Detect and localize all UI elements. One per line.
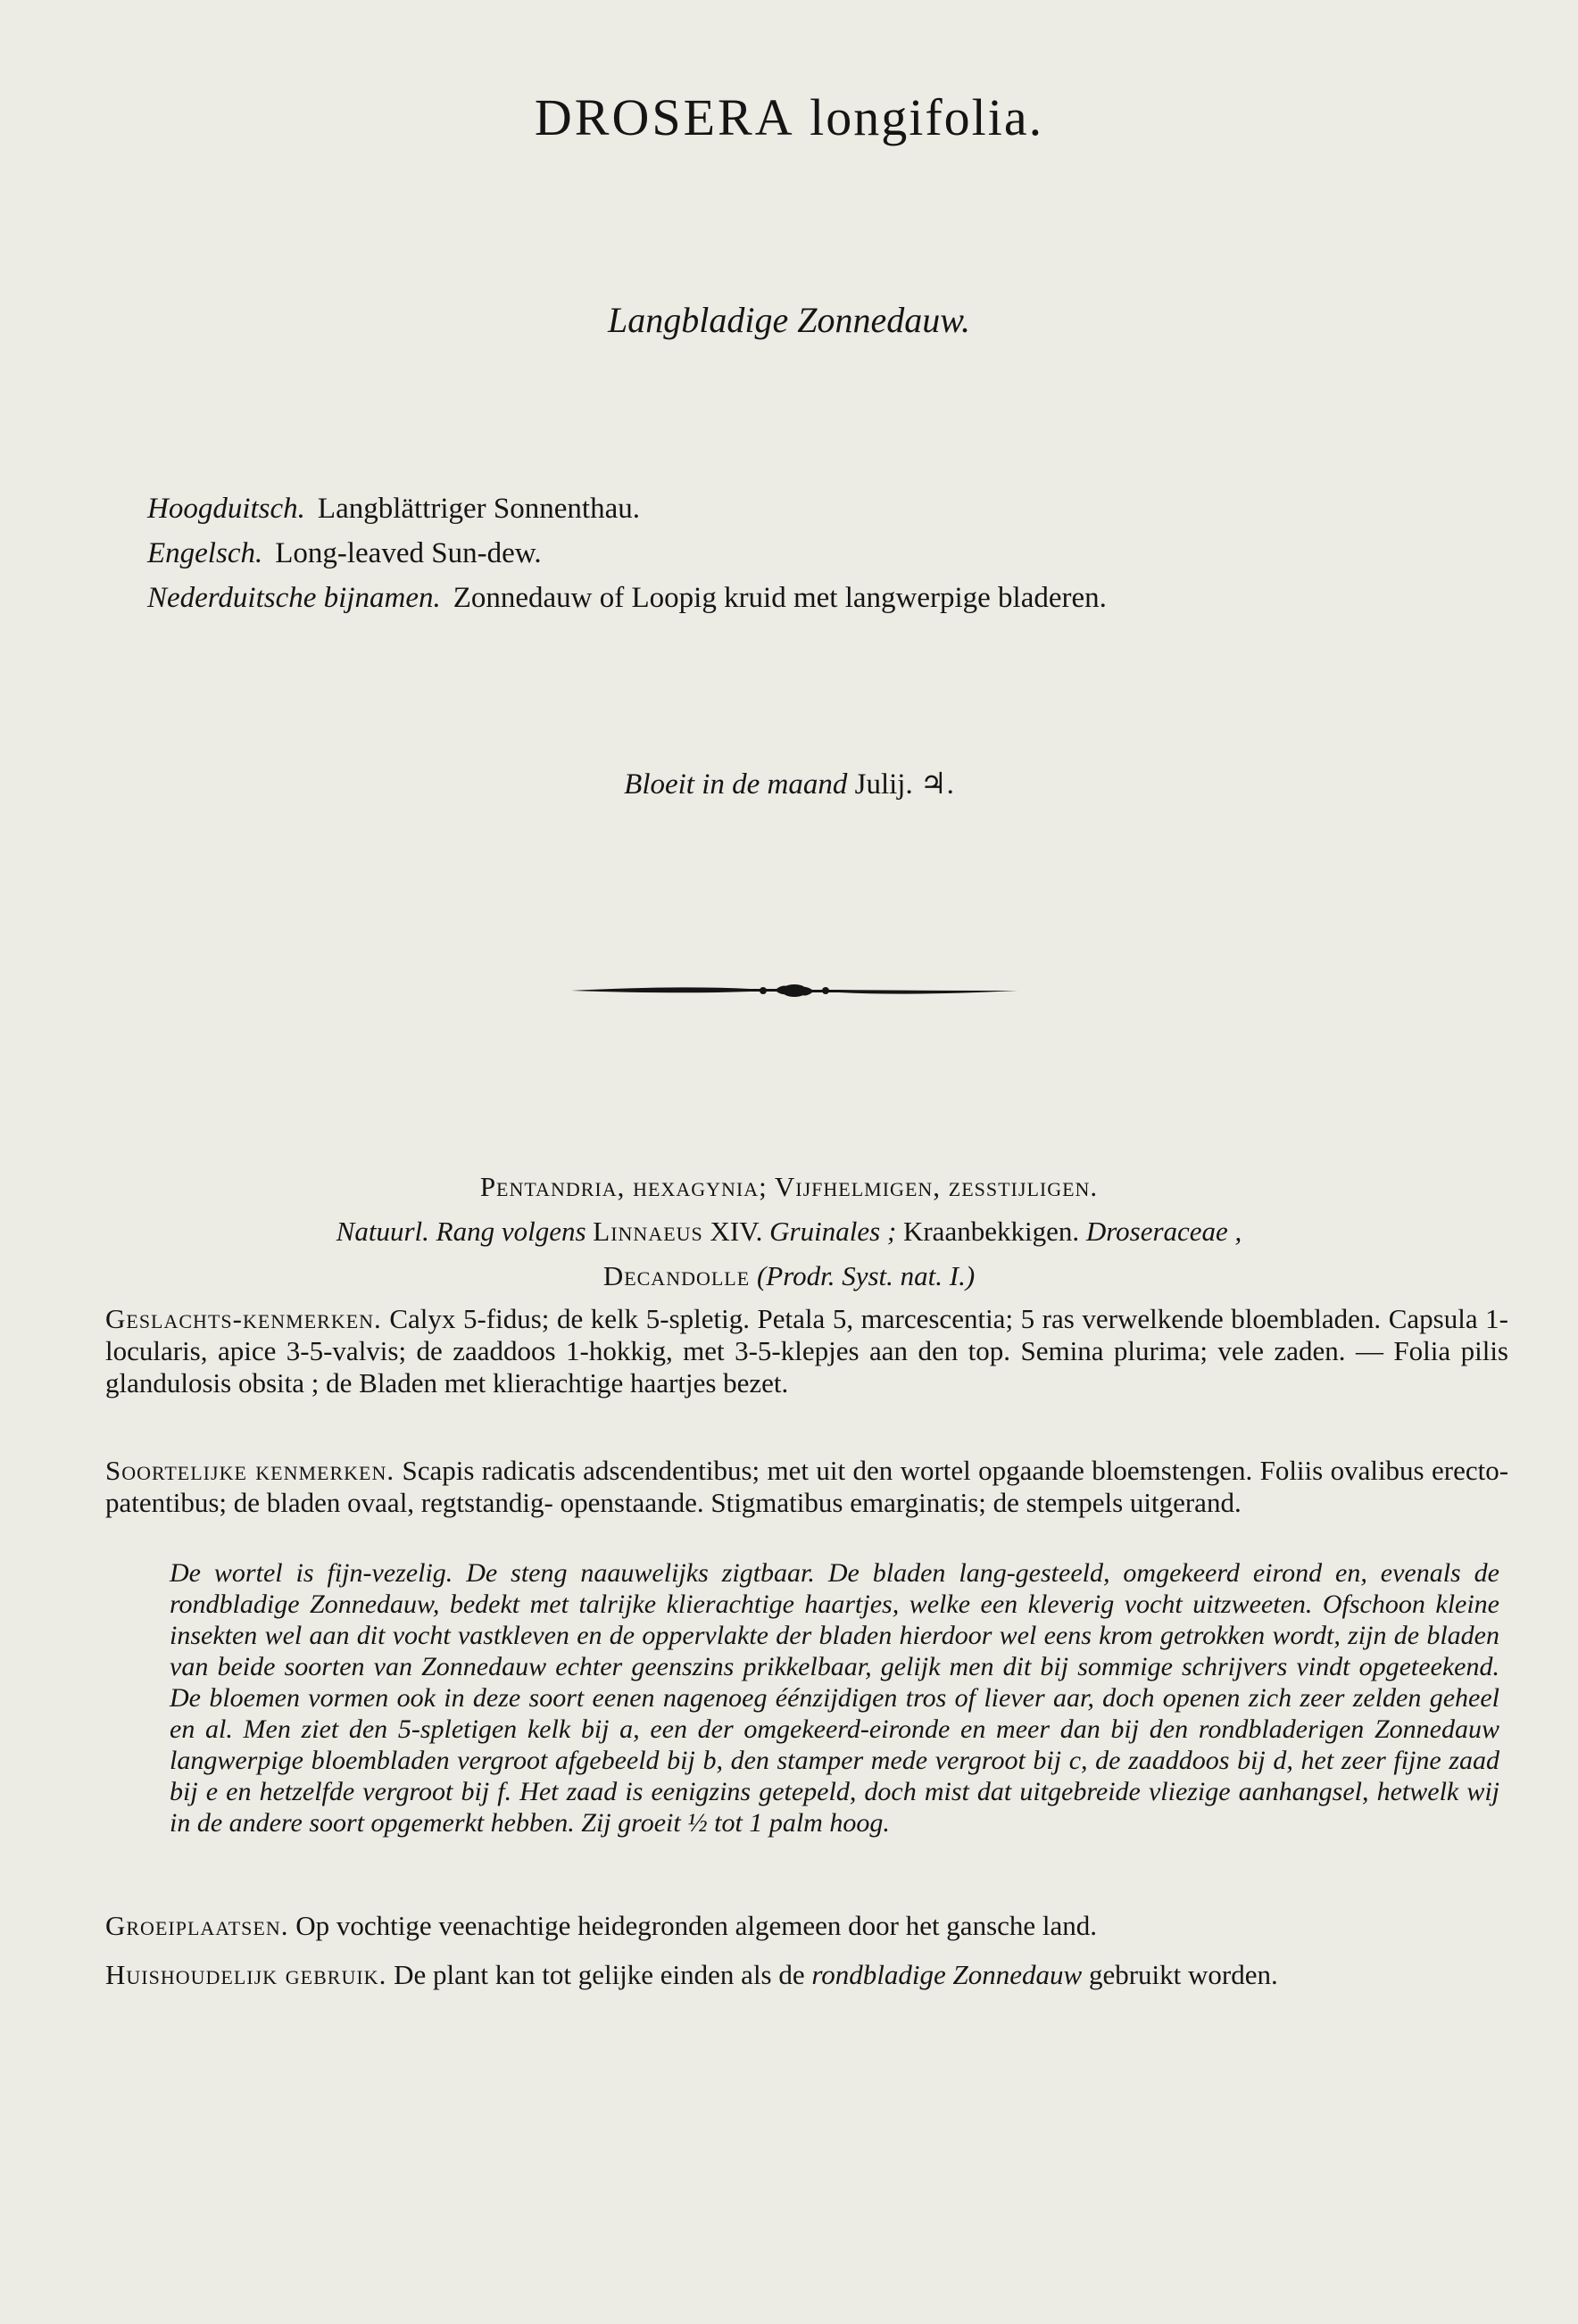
page-title: [0, 87, 1578, 147]
section-text: Op vochtige veenachtige heidegronden algemeen door het gansche land.: [295, 1910, 1098, 1941]
name-line-dutch: [147, 576, 1468, 620]
name-line-german: [147, 486, 1468, 531]
family-name: Droseraceae ,: [1085, 1216, 1242, 1247]
section-text-italic: rondbladige Zonnedauw: [811, 1959, 1083, 1990]
rank-number: XIV.: [710, 1216, 763, 1247]
name-value: Zonnedauw of Loopig kruid met langwerpige bladeren.: [453, 582, 1107, 614]
author-linnaeus: Linnaeus: [593, 1216, 703, 1247]
dutch-name: Langbladige Zonnedauw.: [608, 300, 970, 340]
name-label: Engelsch.: [147, 537, 263, 569]
classification-line-3: [0, 1254, 1578, 1299]
habitat: [105, 1910, 1508, 1942]
order-name: Gruinales ;: [769, 1216, 897, 1247]
flowering-line: [0, 766, 1578, 801]
section-text: De plant kan tot gelijke einden als de: [394, 1959, 805, 1990]
section-label: Groeiplaatsen.: [105, 1910, 289, 1941]
name-value: Langblättriger Sonnenthau.: [317, 493, 640, 525]
section-label: Geslachts-kenmerken.: [105, 1303, 382, 1334]
name-line-english: [147, 531, 1468, 576]
vernacular-names: [147, 486, 1468, 620]
flowering-month: Julij.: [854, 768, 913, 801]
classification-line-1: [0, 1165, 1578, 1209]
classification-text: Pentandria, hexagynia; Vijfhelmigen, zesstijligen.: [479, 1171, 1099, 1202]
species-characters: [105, 1455, 1508, 1519]
genus-name: DROSERA: [534, 88, 795, 146]
species-name: longifolia.: [810, 88, 1044, 146]
household-use: [105, 1959, 1508, 1991]
author-decandolle: Decandolle: [602, 1260, 751, 1291]
classification-block: [0, 1165, 1578, 1299]
name-value: Long-leaved Sun-dew.: [275, 537, 542, 569]
rank-label: Natuurl. Rang volgens: [336, 1216, 586, 1247]
section-text: Calyx 5-fidus; de kelk 5-spletig. Petala 5, marcescentia; 5 ras verwelkende bloembladen. Capsula 1-locularis, apice 3-5-valvis; de zaaddoos 1-hokkig, met 3-5-klepjes aan den top. Semina plurima; vele zaden. — Folia pilis glandulosis obsita ; de Bladen met klierachtige haartjes bezet.: [105, 1303, 1508, 1399]
section-text-end: gebruikt worden.: [1088, 1959, 1278, 1990]
genus-characters: [105, 1303, 1508, 1399]
ornament-divider-icon: [571, 973, 1017, 1008]
name-label: Hoogduitsch.: [147, 493, 305, 525]
flowering-text: Bloeit in de maand: [624, 768, 848, 801]
section-label: Soortelijke kenmerken.: [105, 1455, 395, 1486]
name-label: Nederduitsche bijnamen.: [147, 582, 441, 614]
section-text: Scapis radicatis adscendentibus; met uit den wortel opgaande bloemstengen. Foliis ovalibus erecto-patentibus; de bladen ovaal, regtstandig- openstaande. Stigmatibus emarginatis; de stempels uitgerand.: [105, 1455, 1509, 1518]
reference: (Prodr. Syst. nat. I.): [756, 1260, 976, 1291]
classification-line-2: [0, 1209, 1578, 1254]
section-label: Huishoudelijk gebruik.: [105, 1959, 387, 1990]
order-dutch: Kraanbekkigen.: [902, 1216, 1080, 1247]
description-paragraph: De wortel is fijn-vezelig. De steng naauwelijks zigtbaar. De bladen lang-gesteeld, omgekeerd eirond en, evenals de rondbladige Zonnedauw, bedekt met talrijke klierachtige haartjes, welke een kleverig vocht uitzweeten. Ofschoon kleine insekten wel aan dit vocht vastkleven en de oppervlakte der bladen hierdoor wel eens krom getrokken wordt, zijn de bladen van beide soorten van Zonnedauw echter geenszins prikkelbaar, gelijk men dit bij sommige schrijvers vindt opgeteekend. De bloemen vormen ook in deze soort eenen nagenoeg éénzijdigen tros of liever aar, doch openen zich zeer zelden geheel en al. Men ziet den 5-spletigen kelk bij a, een der omgekeerd-eironde en meer dan bij den rondbladerigen Zonnedauw langwerpige bloembladen vergroot afgebeeld bij b, den stamper mede vergroot bij c, de zaaddoos bij d, het zeer fijne zaad bij e en hetzelfde vergroot bij f. Het zaad is eenigzins getepeld, doch mist dat uitgebreide vliezige aanhangsel, hetwelk wij in de andere soort opgemerkt hebben. Zij groeit ½ tot 1 palm hoog.: [170, 1558, 1499, 1838]
perennial-symbol: ♃.: [919, 768, 954, 801]
